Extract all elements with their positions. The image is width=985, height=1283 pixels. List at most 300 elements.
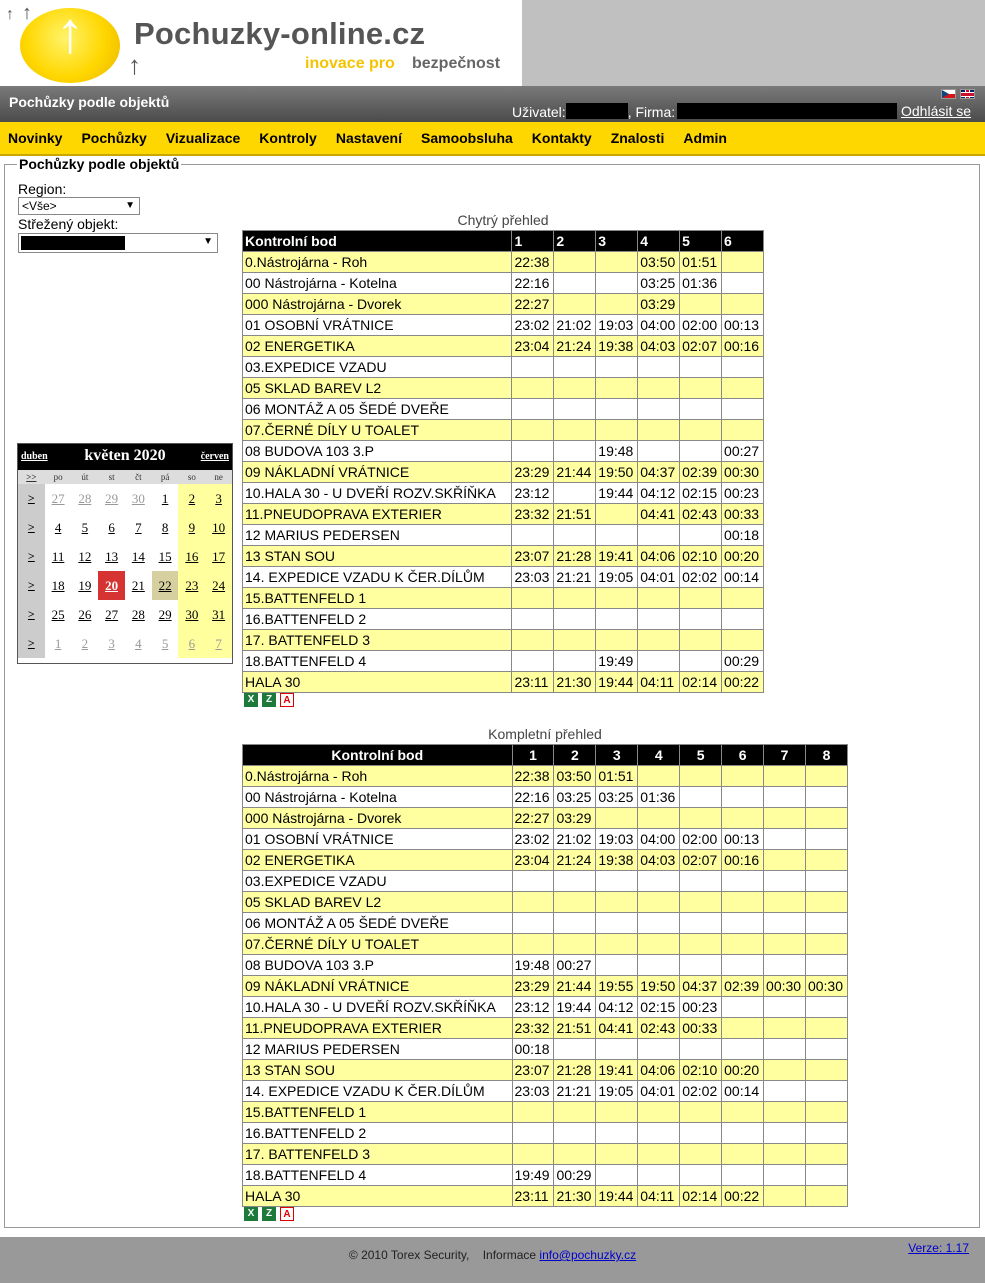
patrol-time: [596, 378, 638, 399]
patrol-time: 00:16: [722, 850, 764, 871]
calendar-day[interactable]: 11: [51, 548, 65, 564]
patrol-time: [554, 357, 596, 378]
patrol-time: [638, 357, 680, 378]
weekday-header: po: [45, 470, 72, 484]
calendar-day[interactable]: 17: [205, 542, 232, 571]
checkpoint-name: 01 OSOBNÍ VRÁTNICE: [243, 829, 513, 850]
patrol-time: 03:25: [554, 787, 596, 808]
patrol-time: 23:07: [512, 546, 554, 567]
patrol-time: [805, 1102, 847, 1123]
table-row: [243, 808, 848, 829]
checkpoint-name: 18.BATTENFELD 4: [243, 651, 512, 672]
table-row: [243, 672, 764, 693]
week-select[interactable]: >: [18, 600, 45, 629]
calendar-day[interactable]: 4: [54, 519, 62, 535]
calendar-header: [18, 444, 232, 470]
patrol-time: 03:25: [638, 273, 680, 294]
patrol-time: [680, 588, 722, 609]
patrol-time: 00:18: [512, 1039, 554, 1060]
column-header-round: 6: [722, 231, 764, 252]
calendar-day[interactable]: 20: [98, 571, 125, 600]
patrol-time: [638, 588, 680, 609]
weekday-header: čt: [125, 470, 152, 484]
patrol-time: 00:13: [722, 315, 764, 336]
patrol-time: [638, 1123, 680, 1144]
table-row: [243, 546, 764, 567]
pdf-icon[interactable]: A: [280, 1207, 294, 1221]
patrol-time: [512, 420, 554, 441]
calendar-day[interactable]: 26: [78, 606, 92, 622]
checkpoint-name: 17. BATTENFELD 3: [243, 1144, 513, 1165]
calendar-day[interactable]: 7: [135, 519, 142, 535]
checkpoint-name: 000 Nástrojárna - Dvorek: [243, 808, 513, 829]
table-row: [243, 1186, 848, 1207]
patrol-time: [596, 892, 638, 913]
patrol-time: 21:30: [554, 672, 596, 693]
english-flag-icon[interactable]: [960, 89, 975, 99]
calendar-day[interactable]: 31: [205, 600, 232, 629]
column-header-round: 4: [638, 231, 680, 252]
column-header-round: 1: [512, 231, 554, 252]
patrol-time: 21:51: [554, 504, 596, 525]
patrol-time: [764, 1123, 806, 1144]
checkpoint-name: 0.Nástrojárna - Roh: [243, 252, 512, 273]
patrol-time: 19:41: [596, 546, 638, 567]
patrol-time: [722, 1039, 764, 1060]
patrol-time: [638, 766, 680, 787]
patrol-time: 19:50: [638, 976, 680, 997]
menu-item-znalosti[interactable]: Znalosti: [610, 130, 665, 146]
object-select[interactable]: [18, 233, 218, 253]
patrol-time: 22:16: [512, 787, 554, 808]
patrol-time: 04:11: [638, 1186, 680, 1207]
patrol-time: 04:12: [596, 997, 638, 1018]
table-row: [243, 399, 764, 420]
patrol-time: 23:04: [512, 850, 554, 871]
checkpoint-name: 15.BATTENFELD 1: [243, 1102, 513, 1123]
excel-icon[interactable]: X: [244, 693, 258, 707]
patrol-time: [596, 1039, 638, 1060]
week-select[interactable]: >: [18, 513, 45, 542]
arrow-up-icon: ↑: [128, 50, 141, 80]
patrol-time: [554, 609, 596, 630]
calendar-day[interactable]: 14: [131, 548, 145, 564]
column-header-checkpoint: Kontrolní bod: [243, 231, 512, 252]
patrol-time: [805, 1186, 847, 1207]
column-header-checkpoint: Kontrolní bod: [243, 745, 513, 766]
table-row: [243, 850, 848, 871]
menu-item-kontroly[interactable]: Kontroly: [259, 130, 317, 146]
patrol-time: [596, 1123, 638, 1144]
patrol-time: 19:41: [596, 1060, 638, 1081]
patrol-time: [764, 808, 806, 829]
calendar-day[interactable]: 28: [131, 606, 145, 622]
calendar-day[interactable]: 2: [178, 484, 205, 513]
patrol-time: 23:29: [512, 462, 554, 483]
patrol-time: 00:20: [722, 1060, 764, 1081]
column-header-round: 5: [680, 231, 722, 252]
calendar-day[interactable]: 30: [131, 490, 145, 506]
patrol-time: [764, 892, 806, 913]
menu-item-novinky[interactable]: Novinky: [8, 130, 63, 146]
calendar-day[interactable]: 23: [178, 571, 205, 600]
checkpoint-name: 18.BATTENFELD 4: [243, 1165, 513, 1186]
table-row: [243, 252, 764, 273]
patrol-time: [638, 630, 680, 651]
fieldset-legend: Pochůzky podle objektů: [19, 156, 180, 172]
calendar-day[interactable]: 18: [51, 577, 65, 593]
copyright-text: © 2010 Torex Security,: [348, 1248, 470, 1262]
patrol-time: [764, 871, 806, 892]
pdf-icon[interactable]: A: [280, 693, 294, 707]
table-row: [243, 913, 848, 934]
patrol-time: 23:32: [512, 504, 554, 525]
table-row: [243, 315, 764, 336]
patrol-time: [680, 1165, 722, 1186]
patrol-time: [722, 892, 764, 913]
menu-item-kontakty[interactable]: Kontakty: [531, 130, 592, 146]
patrol-time: [764, 787, 806, 808]
calendar-day[interactable]: 6: [178, 629, 205, 658]
excel-icon[interactable]: X: [244, 1207, 258, 1221]
calendar-day[interactable]: 27: [105, 606, 119, 622]
patrol-time: [596, 252, 638, 273]
table-row: [243, 871, 848, 892]
patrol-time: [764, 1165, 806, 1186]
patrol-time: [680, 955, 722, 976]
patrol-time: [638, 1165, 680, 1186]
calendar-day[interactable]: 5: [81, 519, 89, 535]
calendar-day[interactable]: 27: [51, 490, 65, 506]
table-row: [243, 651, 764, 672]
patrol-time: 19:44: [554, 997, 596, 1018]
footer-copyright: [0, 1248, 985, 1262]
week-select[interactable]: >: [18, 542, 45, 571]
chevron-down-icon: ▼: [125, 200, 135, 211]
region-select[interactable]: [18, 197, 140, 215]
patrol-time: 21:28: [554, 546, 596, 567]
patrol-time: 01:51: [680, 252, 722, 273]
table-row: [243, 1039, 848, 1060]
calendar-day[interactable]: 8: [161, 519, 169, 535]
excel-alt-icon[interactable]: Z: [262, 693, 276, 707]
checkpoint-name: 16.BATTENFELD 2: [243, 609, 512, 630]
calendar-day[interactable]: 16: [178, 542, 205, 571]
patrol-time: 04:03: [638, 336, 680, 357]
patrol-time: 23:03: [512, 567, 554, 588]
patrol-time: [805, 808, 847, 829]
table-row: [243, 976, 848, 997]
checkpoint-name: 12 MARIUS PEDERSEN: [243, 1039, 513, 1060]
patrol-time: 03:29: [554, 808, 596, 829]
content: [0, 156, 985, 1238]
column-header-round: 7: [764, 745, 806, 766]
patrol-time: [764, 913, 806, 934]
main-menu: [0, 122, 985, 156]
calendar-day[interactable]: 12: [78, 548, 92, 564]
patrol-time: [805, 955, 847, 976]
menu-item-vizualizace[interactable]: Vizualizace: [165, 130, 241, 146]
patrol-time: 00:27: [722, 441, 764, 462]
calendar-day[interactable]: 7: [205, 629, 232, 658]
patrol-time: [512, 1144, 554, 1165]
patrol-time: 23:02: [512, 315, 554, 336]
checkpoint-name: 08 BUDOVA 103 3.P: [243, 441, 512, 462]
patrol-time: 04:03: [638, 850, 680, 871]
checkpoint-name: 09 NÁKLADNÍ VRÁTNICE: [243, 976, 513, 997]
patrol-time: 00:33: [722, 504, 764, 525]
patrol-time: 02:00: [680, 315, 722, 336]
patrol-time: 00:23: [680, 997, 722, 1018]
patrol-time: [722, 997, 764, 1018]
patrol-time: [722, 399, 764, 420]
patrol-time: [554, 934, 596, 955]
patrol-time: 19:48: [596, 441, 638, 462]
menu-item-samoobsluha[interactable]: Samoobsluha: [421, 130, 513, 146]
patrol-time: 04:00: [638, 829, 680, 850]
table-row: [243, 525, 764, 546]
patrol-time: 21:51: [554, 1018, 596, 1039]
calendar-day[interactable]: 19: [78, 577, 92, 593]
patrol-time: [512, 399, 554, 420]
calendar-day[interactable]: 6: [108, 519, 115, 535]
email-link[interactable]: info@pochuzky.cz: [539, 1248, 637, 1262]
patrol-time: 19:38: [596, 336, 638, 357]
patrol-time: 23:11: [512, 1186, 554, 1207]
patrol-time: 04:37: [638, 462, 680, 483]
column-header-round: 1: [512, 745, 554, 766]
menu-item-admin[interactable]: Admin: [683, 130, 727, 146]
patrol-time: [554, 871, 596, 892]
patrol-time: 02:39: [680, 462, 722, 483]
patrol-time: [764, 997, 806, 1018]
patrol-time: [638, 892, 680, 913]
patrol-time: 00:18: [722, 525, 764, 546]
patrol-time: 21:24: [554, 336, 596, 357]
patrol-time: [680, 1144, 722, 1165]
patrol-time: [805, 1165, 847, 1186]
patrol-time: [596, 913, 638, 934]
menu-item-nastaveni[interactable]: Nastavení: [335, 130, 402, 146]
patrol-time: [512, 1123, 554, 1144]
patrol-time: 22:16: [512, 273, 554, 294]
calendar-day[interactable]: 15: [158, 548, 172, 564]
patrol-time: [638, 913, 680, 934]
patrol-time: 23:32: [512, 1018, 554, 1039]
patrol-time: [554, 913, 596, 934]
patrol-time: [512, 913, 554, 934]
patrol-time: [722, 1018, 764, 1039]
patrol-time: 04:41: [638, 504, 680, 525]
table-row: [243, 892, 848, 913]
calendar-day[interactable]: 3: [205, 484, 232, 513]
patrol-time: [805, 1081, 847, 1102]
patrol-time: [554, 441, 596, 462]
checkpoint-name: HALA 30: [243, 672, 512, 693]
calendar-day[interactable]: 10: [205, 513, 232, 542]
patrol-time: [722, 955, 764, 976]
calendar-day[interactable]: 1: [161, 490, 169, 506]
patrol-time: 21:44: [554, 976, 596, 997]
checkpoint-name: 07.ČERNÉ DÍLY U TOALET: [243, 934, 513, 955]
calendar-day[interactable]: 3: [108, 635, 115, 651]
patrol-time: [554, 483, 596, 504]
calendar-day[interactable]: 29: [158, 606, 172, 622]
patrol-time: 23:04: [512, 336, 554, 357]
patrol-time: 00:27: [554, 955, 596, 976]
calendar-day[interactable]: 2: [81, 635, 89, 651]
calendar-next-month[interactable]: červen: [200, 451, 229, 462]
patrol-time: [638, 525, 680, 546]
patrol-time: [805, 1123, 847, 1144]
menu-item-pochuzky[interactable]: Pochůzky: [81, 130, 147, 146]
calendar-day[interactable]: 24: [205, 571, 232, 600]
arrow-up-icon: ↑: [6, 6, 14, 23]
patrol-time: 19:05: [596, 1081, 638, 1102]
patrol-time: 02:14: [680, 1186, 722, 1207]
checkpoint-name: 000 Nástrojárna - Dvorek: [243, 294, 512, 315]
patrol-time: [554, 892, 596, 913]
calendar-day[interactable]: 28: [78, 490, 92, 506]
table-row: [243, 462, 764, 483]
patrol-time: 21:21: [554, 567, 596, 588]
patrol-time: 00:16: [722, 336, 764, 357]
czech-flag-icon[interactable]: [941, 89, 956, 99]
patrol-time: [596, 504, 638, 525]
patrol-time: [805, 997, 847, 1018]
patrol-time: [680, 357, 722, 378]
table-row: [243, 1018, 848, 1039]
user-info: [512, 103, 897, 120]
week-select[interactable]: >: [18, 571, 45, 600]
patrol-time: 19:48: [512, 955, 554, 976]
patrol-time: [554, 399, 596, 420]
calendar-prev-month[interactable]: duben: [21, 451, 48, 462]
patrol-time: [680, 913, 722, 934]
patrol-time: [722, 630, 764, 651]
week-select-all[interactable]: >>: [18, 470, 45, 484]
calendar-day[interactable]: 13: [105, 548, 119, 564]
column-header-round: 5: [680, 745, 722, 766]
column-header-round: 4: [638, 745, 680, 766]
patrol-time: [764, 1144, 806, 1165]
patrol-time: [512, 892, 554, 913]
calendar-day[interactable]: 1: [54, 635, 62, 651]
patrol-time: [554, 378, 596, 399]
checkpoint-name: 10.HALA 30 - U DVEŘÍ ROZV.SKŘÍŇKA: [243, 483, 512, 504]
patrol-time: [512, 588, 554, 609]
object-label: Střežený objekt:: [18, 216, 119, 232]
calendar-day[interactable]: 29: [105, 490, 119, 506]
patrol-time: 23:12: [512, 997, 554, 1018]
patrol-time: 21:02: [554, 315, 596, 336]
object-select-value-redacted: [21, 236, 125, 250]
patrol-time: [554, 1144, 596, 1165]
checkpoint-name: 00 Nástrojárna - Kotelna: [243, 787, 513, 808]
patrol-time: 02:10: [680, 546, 722, 567]
calendar-day[interactable]: 25: [51, 606, 65, 622]
patrol-time: [722, 1102, 764, 1123]
patrol-time: [554, 420, 596, 441]
patrol-time: [805, 871, 847, 892]
week-select[interactable]: >: [18, 629, 45, 658]
checkpoint-name: 01 OSOBNÍ VRÁTNICE: [243, 315, 512, 336]
patrol-time: [680, 1102, 722, 1123]
patrol-time: [638, 808, 680, 829]
calendar-day[interactable]: 21: [131, 577, 145, 593]
patrol-time: 21:30: [554, 1186, 596, 1207]
checkpoint-name: 15.BATTENFELD 1: [243, 588, 512, 609]
patrol-time: 19:03: [596, 829, 638, 850]
patrol-time: [680, 420, 722, 441]
calendar-day[interactable]: 30: [178, 600, 205, 629]
company-name-redacted: [677, 103, 897, 119]
patrol-time: [680, 378, 722, 399]
patrol-time: [596, 955, 638, 976]
patrol-time: [764, 829, 806, 850]
patrol-time: [805, 913, 847, 934]
logout-link[interactable]: Odhlásit se: [901, 103, 972, 119]
patrol-time: [638, 934, 680, 955]
checkpoint-name: HALA 30: [243, 1186, 513, 1207]
checkpoint-name: 05 SKLAD BAREV L2: [243, 378, 512, 399]
patrol-time: 02:10: [680, 1060, 722, 1081]
patrol-time: [722, 787, 764, 808]
calendar: [17, 443, 233, 664]
calendar-day[interactable]: 4: [135, 635, 142, 651]
logo-arrow-icon: ↑: [55, 0, 85, 65]
patrol-time: 21:21: [554, 1081, 596, 1102]
version-link[interactable]: Verze: 1.17: [908, 1241, 969, 1255]
table-row: [243, 997, 848, 1018]
logo[interactable]: [0, 0, 522, 86]
patrol-time: [805, 892, 847, 913]
patrol-time: [596, 399, 638, 420]
patrol-time: [512, 871, 554, 892]
patrol-time: [764, 1060, 806, 1081]
checkpoint-name: 17. BATTENFELD 3: [243, 630, 512, 651]
company-label: , Firma:: [627, 104, 676, 120]
patrol-time: 19:44: [596, 483, 638, 504]
patrol-time: [764, 1102, 806, 1123]
patrol-time: [805, 850, 847, 871]
table-row: [243, 609, 764, 630]
patrol-time: [554, 252, 596, 273]
table-row: [243, 1060, 848, 1081]
patrol-time: [764, 850, 806, 871]
patrol-time: [638, 441, 680, 462]
week-select[interactable]: >: [18, 484, 45, 513]
patrol-time: [596, 588, 638, 609]
patrol-time: [722, 1123, 764, 1144]
patrol-time: [638, 1102, 680, 1123]
patrol-time: [805, 829, 847, 850]
calendar-day[interactable]: 22: [152, 571, 179, 600]
patrol-time: [805, 787, 847, 808]
patrol-time: 03:50: [554, 766, 596, 787]
calendar-day[interactable]: 9: [178, 513, 205, 542]
patrol-time: 04:41: [596, 1018, 638, 1039]
table-row: [243, 336, 764, 357]
calendar-day[interactable]: 5: [161, 635, 169, 651]
patrol-time: 00:29: [554, 1165, 596, 1186]
patrol-time: 19:55: [596, 976, 638, 997]
patrol-time: 22:38: [512, 766, 554, 787]
patrol-time: 23:03: [512, 1081, 554, 1102]
excel-alt-icon[interactable]: Z: [262, 1207, 276, 1221]
patrol-time: [638, 651, 680, 672]
patrol-time: [596, 630, 638, 651]
